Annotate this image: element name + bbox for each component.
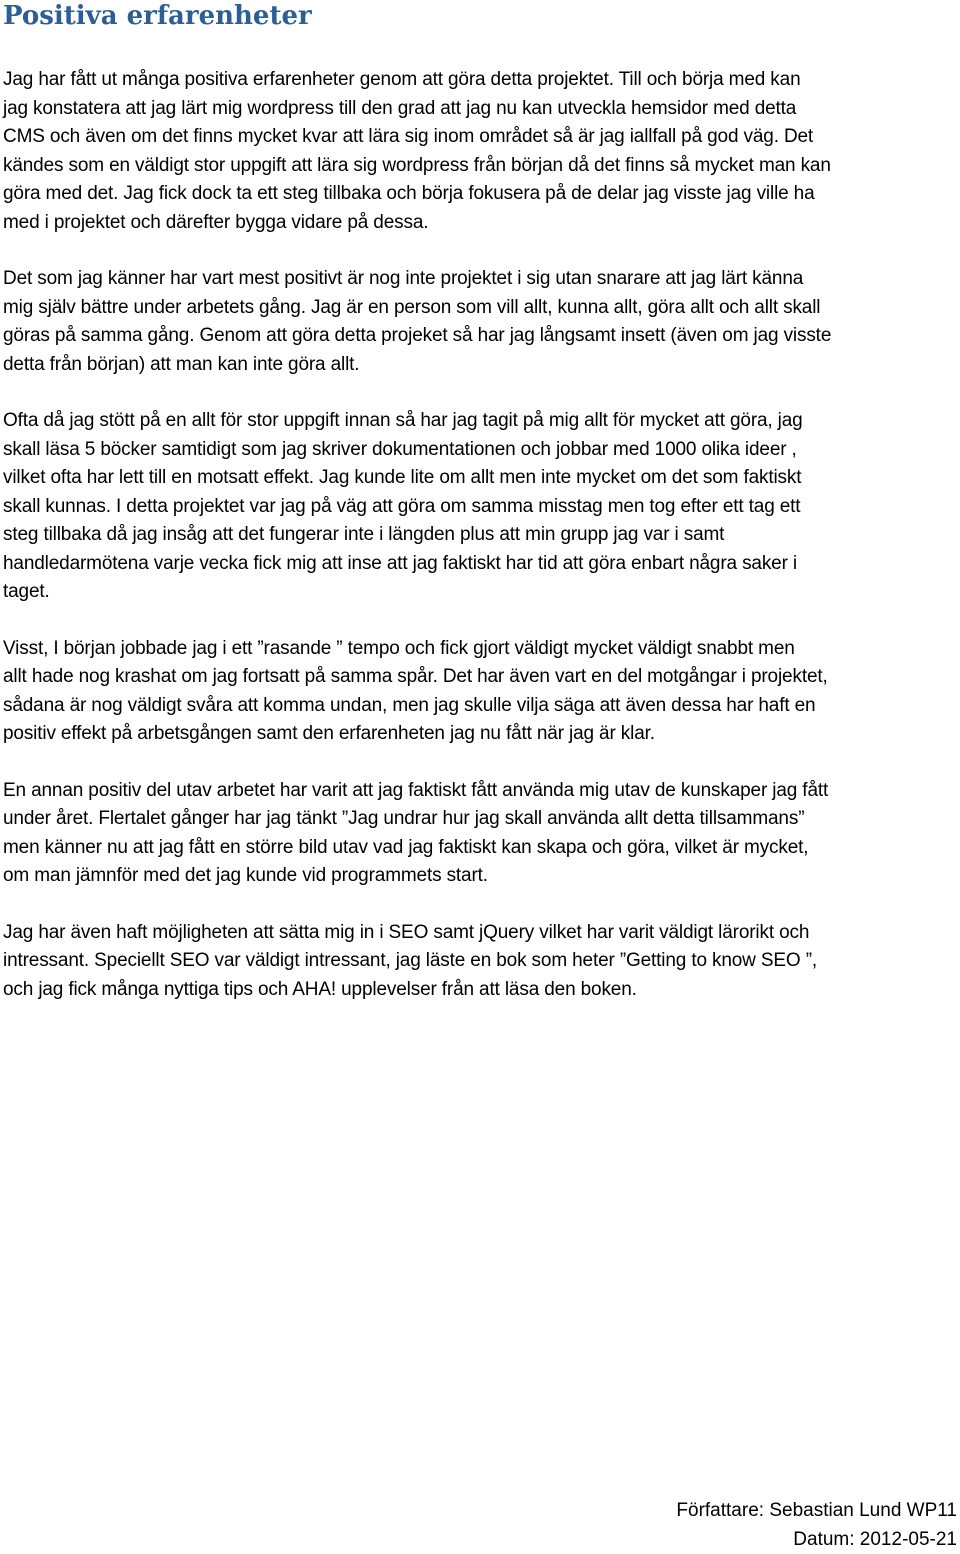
text-line: om man jämnför med det jag kunde vid programmets start.	[3, 865, 488, 886]
text-line: handledarmötena varje vecka fick mig att inse att jag faktiskt har tid att göra enbart några saker i	[3, 552, 797, 574]
text-line: skall läsa 5 böcker samtidigt som jag skriver dokumentationen och jobbar med 1000 olika ideer ,	[3, 438, 797, 460]
text-line: mig själv bättre under arbetets gång. Jag är en person som vill allt, kunna allt, göra allt och allt skall	[3, 296, 821, 318]
paragraph-1	[3, 66, 957, 237]
text-line: Jag har även haft möjligheten att sätta mig in i SEO samt jQuery vilket har varit väldigt lärorikt och	[3, 921, 810, 943]
text-line: Det som jag känner har vart mest positivt är nog inte projektet i sig utan snarare att jag lärt känna	[3, 268, 804, 289]
author-line: Författare: Sebastian Lund WP11	[676, 1500, 957, 1521]
paragraph-2	[3, 265, 957, 379]
text-line: Jag har fått ut många positiva erfarenheter genom att göra detta projektet. Till och börja med kan	[3, 69, 801, 90]
text-line: under året. Flertalet gånger har jag tänkt ”Jag undrar hur jag skall använda allt detta tillsammans”	[3, 808, 805, 829]
text-line: göra med det. Jag fick dock ta ett steg tillbaka och börja fokusera på de delar jag visste jag ville ha	[3, 183, 815, 204]
text-line: En annan positiv del utav arbetet har varit att jag faktiskt fått använda mig utav de kunskaper jag fått	[3, 779, 829, 801]
document-footer	[676, 1496, 957, 1554]
paragraph-6	[3, 919, 957, 1005]
paragraph-5	[3, 777, 957, 891]
date-line: Datum: 2012-05-21	[793, 1529, 957, 1550]
text-line: jag konstatera att jag lärt mig wordpress till den grad att jag nu kan utveckla hemsidor med detta	[3, 97, 797, 119]
text-line: skall kunnas. I detta projektet var jag på väg att göra om samma misstag men tog efter ett tag ett	[3, 495, 801, 517]
paragraph-4	[3, 635, 957, 749]
text-line: göras på samma gång. Genom att göra detta projeket så har jag långsamt insett (även om jag visste	[3, 325, 832, 346]
paragraph-3	[3, 407, 957, 607]
text-line: med i projektet och därefter bygga vidare på dessa.	[3, 211, 429, 233]
text-line: men känner nu att jag fått en större bild utav vad jag faktiskt kan skapa och göra, vilket är mycket,	[3, 836, 809, 858]
text-line: vilket ofta har lett till en motsatt effekt. Jag kunde lite om allt men inte mycket om det som faktiskt	[3, 467, 802, 488]
text-line: taget.	[3, 581, 50, 602]
text-line: Ofta då jag stött på en allt för stor uppgift innan så har jag tagit på mig allt för mycket att göra, jag	[3, 410, 803, 431]
text-line: positiv effekt på arbetsgången samt den erfarenheten jag nu fått när jag är klar.	[3, 723, 655, 744]
text-line: och jag fick många nyttiga tips och AHA! upplevelser från att läsa den boken.	[3, 978, 637, 1000]
text-line: allt hade nog krashat om jag fortsatt på samma spår. Det har även vart en del motgångar i projektet,	[3, 666, 828, 687]
text-line: detta från början) att man kan inte göra allt.	[3, 353, 360, 375]
text-line: Visst, I början jobbade jag i ett ”rasande ” tempo och fick gjort väldigt mycket väldigt snabbt men	[3, 637, 795, 659]
text-line: steg tillbaka då jag insåg att det fungerar inte i längden plus att min grupp jag var i samt	[3, 524, 725, 545]
text-line: sådana är nog väldigt svåra att komma undan, men jag skulle vilja säga att även dessa har haft en	[3, 694, 816, 716]
text-line: intressant. Speciellt SEO var väldigt intressant, jag läste en bok som heter ”Getting to know SEO ”,	[3, 950, 817, 971]
text-line: kändes som en väldigt stor uppgift att lära sig wordpress från början då det finns så mycket man kan	[3, 154, 831, 176]
page-title: Positiva erfarenheter	[3, 1, 312, 31]
document-body	[3, 66, 957, 1032]
text-line: CMS och även om det finns mycket kvar att lära sig inom området så är jag iallfall på god väg. Det	[3, 126, 814, 147]
